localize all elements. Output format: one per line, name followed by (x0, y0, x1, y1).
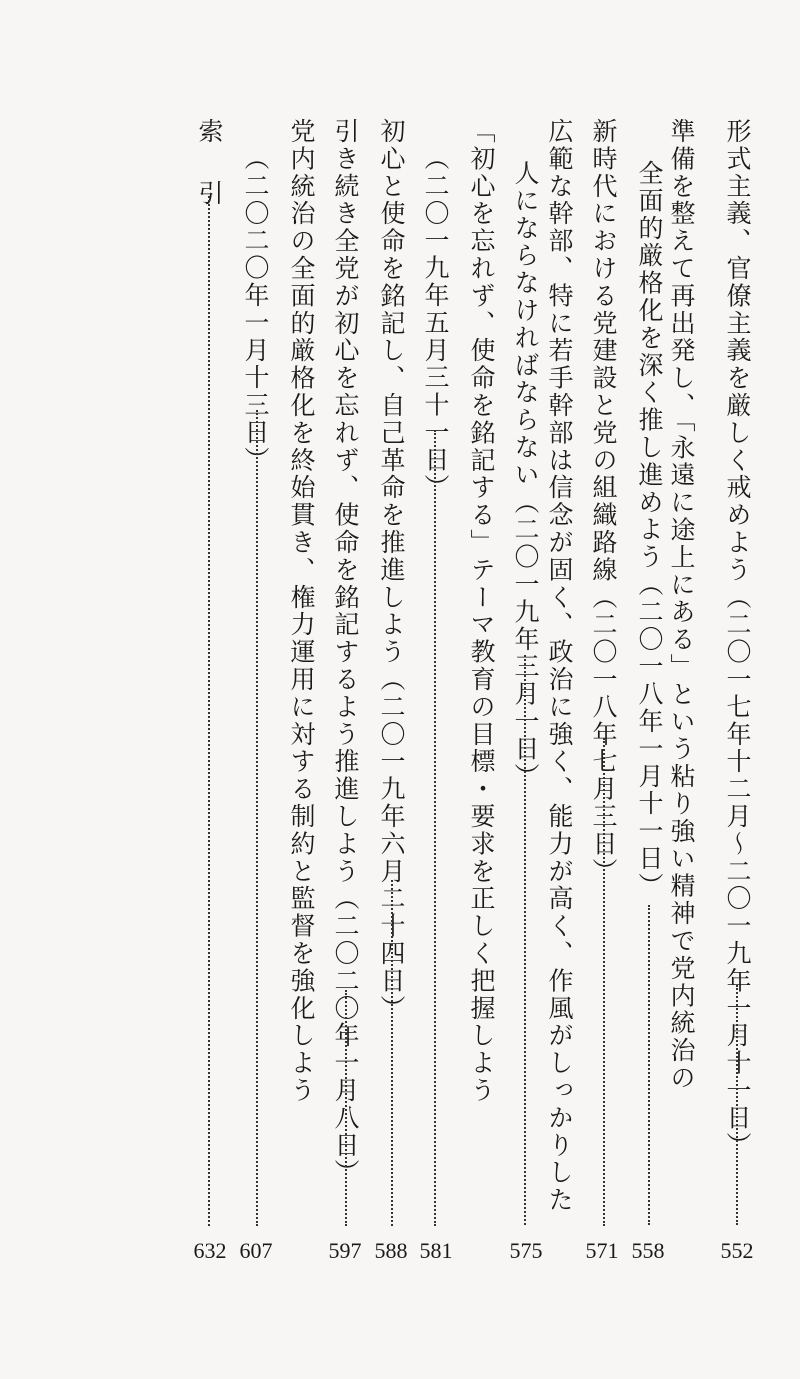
toc-entry-title: 索 引 (195, 118, 224, 211)
dot-leader (391, 880, 393, 1226)
dot-leader (208, 196, 210, 1226)
toc-entry-title: 準備を整えて再出発し、「永遠に途上にある」という粘り強い精神で党内統治の (667, 118, 696, 1092)
toc-entry-title: 初心と使命を銘記し、自己革命を推進しよう（二〇一九年六月二十四日） (377, 118, 406, 1023)
toc-entry-title-continued: （二〇二〇年一月十三日） (241, 145, 270, 474)
toc-entry-title: 引き続き全党が初心を忘れず、使命を銘記するよう推進しよう（二〇二〇年一月八日） (331, 118, 360, 1187)
toc-entry-title-continued: 人にならなければならない（二〇一九年三月一日） (511, 160, 540, 791)
toc-page-number: 588 (374, 1238, 408, 1263)
dot-leader (736, 985, 738, 1225)
dot-leader (603, 738, 605, 1226)
toc-page-number: 552 (720, 1238, 754, 1263)
dot-leader (434, 430, 436, 1226)
toc-entry-title: 形式主義、官僚主義を厳しく戒めよう（二〇一七年十二月〜二〇一九年一月十一日） (723, 118, 752, 1160)
toc-page-number: 607 (239, 1238, 273, 1263)
dot-leader (524, 655, 526, 1225)
toc-page-number: 597 (328, 1238, 362, 1263)
dot-leader (256, 410, 258, 1226)
toc-page-number: 558 (631, 1238, 665, 1263)
toc-page-number: 632 (193, 1238, 227, 1263)
toc-entry-title-continued: 全面的厳格化を深く推し進めよう（二〇一八年一月十一日） (635, 160, 664, 900)
toc-entry-title: 広範な幹部、特に若手幹部は信念が固く、政治に強く、能力が高く、作風がしっかりした (545, 118, 574, 1214)
toc-page-number: 571 (585, 1238, 619, 1263)
toc-entry-title: 党内統治の全面的厳格化を終始貫き、権力運用に対する制約と監督を強化しよう (287, 118, 316, 1105)
toc-page-number: 581 (419, 1238, 453, 1263)
dot-leader (345, 990, 347, 1226)
toc-entry-title: 新時代における党建設と党の組織路線（二〇一八年七月三日） (589, 118, 618, 886)
toc-entry-title: 「初心を忘れず、使命を銘記する」テーマ教育の目標・要求を正しく把握しよう (467, 118, 496, 1105)
dot-leader (648, 905, 650, 1225)
toc-page-number: 575 (509, 1238, 543, 1263)
toc-entry-title-continued: （二〇一九年五月三十一日） (421, 145, 450, 502)
